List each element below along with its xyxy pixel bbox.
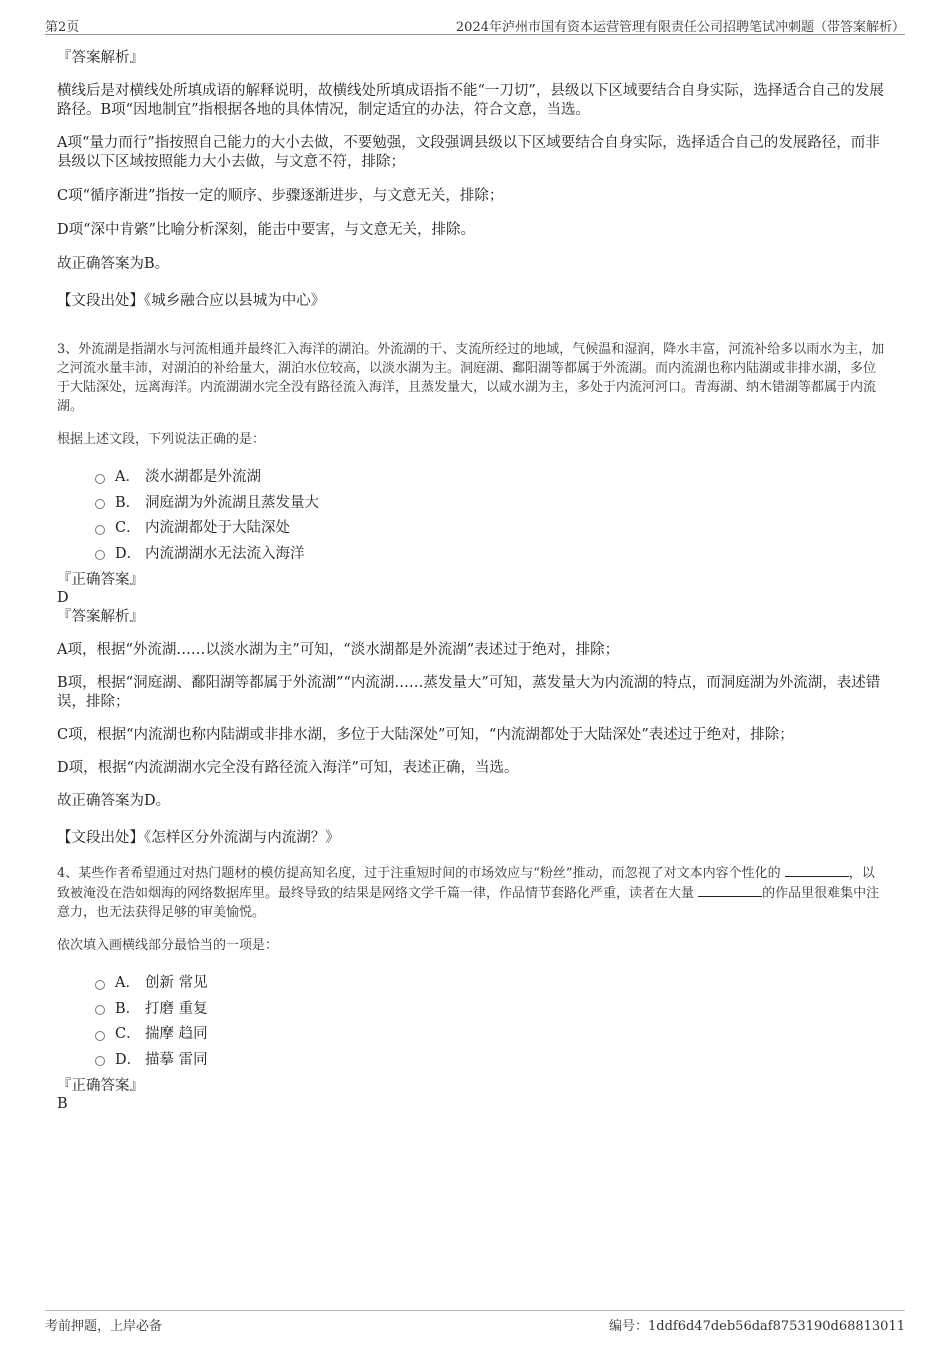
option-key: A． [115, 975, 140, 992]
page-content [57, 44, 887, 1113]
footer-slogan: 考前押题，上岸必备 [45, 1319, 163, 1334]
radio-icon[interactable] [95, 550, 105, 560]
option-key: D． [115, 1051, 142, 1068]
answer-label: 『正确答案』 [57, 1078, 144, 1094]
question-stem: 3、外流湖是指湖水与河流相通并最终汇入海洋的湖泊。外流湖的干、支流所经过的地域，气候温和湿润，降水丰富，河流补给多以雨水为主，加之河流水量丰沛，对湖泊的补给量大，湖泊水位较高，以淡水湖为主。洞庭湖、鄱阳湖等都属于外流湖。而内流湖也称内陆湖或非排水湖，多位于大陆深处，远离海洋。内流湖湖水完全没有路径流入海洋，且蒸发量大，以咸水湖为主，多处于内流河河口。青海湖、纳木错湖等都属于内流湖。 [57, 342, 885, 414]
option-key: A． [115, 469, 140, 486]
fill-blank [785, 863, 849, 877]
option-b[interactable] [95, 489, 887, 515]
analysis-paragraph: D项，根据“内流湖湖水完全没有路径流入海洋”可知，表述正确，当选。 [57, 760, 519, 776]
option-text: 揣摩 趋同 [145, 1026, 208, 1043]
analysis-paragraph: B项，根据“洞庭湖、鄱阳湖等都属于外流湖”“内流湖……蒸发量大”可知，蒸发量大为内流湖的特点，而洞庭湖为外流湖，表述错误，排除； [57, 675, 881, 710]
option-c[interactable] [95, 514, 887, 540]
option-key: D． [115, 545, 142, 562]
question-prompt: 根据上述文段，下列说法正确的是： [57, 432, 266, 447]
source-citation: 【文段出处】《怎样区分外流湖与内流湖？》 [57, 830, 340, 846]
page-number: 第2页 [45, 20, 80, 35]
page-footer [45, 1310, 905, 1333]
answer-value: B [57, 1096, 68, 1112]
option-text: 内流湖湖水无法流入海洋 [145, 545, 305, 562]
analysis-label: 『答案解析』 [57, 609, 144, 625]
radio-icon[interactable] [95, 1056, 105, 1066]
option-text: 淡水湖都是外流湖 [145, 469, 261, 486]
answer-value: D [57, 590, 69, 606]
option-c[interactable] [95, 1020, 887, 1046]
radio-icon[interactable] [95, 499, 105, 509]
document-serial: 编号：1ddf6d47deb56daf8753190d68813011 [608, 1319, 905, 1334]
option-d[interactable] [95, 1046, 887, 1072]
analysis-paragraph: A项，根据“外流湖……以淡水湖为主”可知，“淡水湖都是外流湖”表述过于绝对，排除； [57, 642, 620, 658]
page-header [45, 14, 905, 35]
analysis-paragraph: D项“深中肯綮”比喻分析深刻，能击中要害，与文意无关，排除。 [57, 222, 475, 238]
option-text: 洞庭湖为外流湖且蒸发量大 [145, 494, 319, 511]
option-text: 打磨 重复 [145, 1000, 208, 1017]
option-key: B． [115, 1000, 141, 1017]
option-list [95, 969, 887, 1071]
question-prompt: 依次填入画横线部分最恰当的一项是： [57, 938, 279, 953]
radio-icon[interactable] [95, 474, 105, 484]
analysis-paragraph: 横线后是对横线处所填成语的解释说明，故横线处所填成语指不能“一刀切”，县级以下区域要结合自身实际，选择适合自己的发展路径。B项“因地制宜”指根据各地的具体情况，制定适宜的办法，符合文意，当选。 [57, 83, 884, 118]
conclusion: 故正确答案为D。 [57, 793, 171, 809]
option-b[interactable] [95, 995, 887, 1021]
radio-icon[interactable] [95, 525, 105, 535]
document-title: 2024年泸州市国有资本运营管理有限责任公司招聘笔试冲刺题（带答案解析） [455, 20, 905, 35]
analysis-paragraph: C项“循序渐进”指按一定的顺序、步骤逐渐进步，与文意无关，排除； [57, 188, 504, 204]
conclusion: 故正确答案为B。 [57, 256, 170, 272]
analysis-label: 『答案解析』 [57, 50, 144, 66]
analysis-paragraph: A项“量力而行”指按照自己能力的大小去做，不要勉强，文段强调县级以下区域要结合自身实际，选择适合自己的发展路径，而非县级以下区域按照能力大小去做，与文意不符，排除； [57, 135, 880, 170]
option-d[interactable] [95, 540, 887, 566]
option-text: 描摹 雷同 [145, 1051, 208, 1068]
radio-icon[interactable] [95, 1005, 105, 1015]
option-a[interactable] [95, 463, 887, 489]
analysis-paragraph: C项，根据“内流湖也称内陆湖或非排水湖，多位于大陆深处”可知，“内流湖都处于大陆深处”表述过于绝对，排除； [57, 727, 794, 743]
option-list [95, 463, 887, 565]
option-text: 内流湖都处于大陆深处 [145, 520, 290, 537]
fill-blank [698, 883, 762, 897]
answer-label: 『正确答案』 [57, 572, 144, 588]
option-key: C． [115, 520, 141, 537]
option-a[interactable] [95, 969, 887, 995]
radio-icon[interactable] [95, 1031, 105, 1041]
option-text: 创新 常见 [145, 975, 208, 992]
stem-part: ，以致被淹没在浩如烟海的网络数据库里。最终导致的结果是网络文学千篇一律，作品情节套路化严重，读者在大量 [57, 866, 875, 901]
option-key: B． [115, 494, 141, 511]
radio-icon[interactable] [95, 980, 105, 990]
option-key: C． [115, 1026, 141, 1043]
source-citation: 【文段出处】《城乡融合应以县城为中心》 [57, 293, 326, 309]
stem-part: 的作品里很难集中注意力，也无法获得足够的审美愉悦。 [57, 886, 880, 920]
stem-part: 4、某些作者希望通过对热门题材的模仿提高知名度，过于注重短时间的市场效应与“粉丝”推动，而忽视了对文本内容个性化的 [57, 866, 781, 881]
question-stem [57, 863, 887, 922]
